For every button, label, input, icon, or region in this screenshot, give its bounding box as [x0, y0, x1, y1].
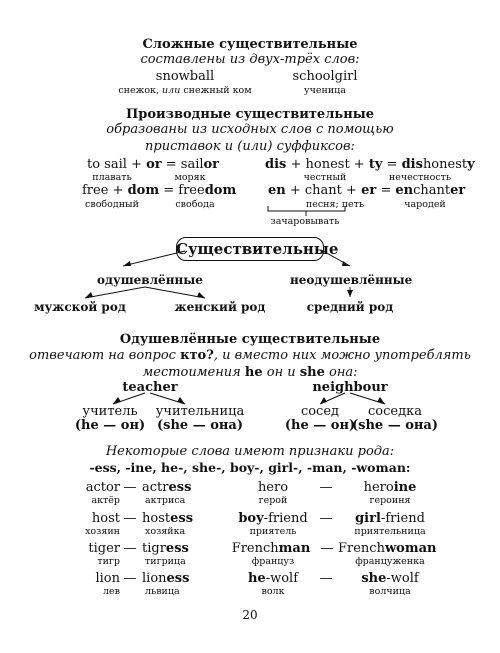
male-word: lion — [95, 571, 120, 586]
female-translation: героиня — [369, 495, 411, 506]
animate-line-1: отвечают на вопрос кто?, и вместо них можно употреблять — [29, 348, 471, 363]
female-word: tigress — [142, 541, 189, 556]
dash: — — [319, 571, 333, 586]
translation-sailor: моряк — [174, 172, 206, 183]
line-animate-masc — [85, 287, 145, 298]
female-word: girl-friend — [355, 511, 425, 526]
translation-enchanter: чародей — [404, 199, 446, 210]
dash: — — [123, 571, 137, 586]
male-word: host — [91, 511, 120, 526]
tree-feminine: женский род — [174, 300, 266, 314]
female-word: actress — [142, 480, 192, 495]
female-translation: львица — [145, 586, 180, 597]
tree-masculine: мужской род — [34, 300, 126, 314]
bracket-enchant — [268, 206, 345, 211]
tree-animate: одушевлённые — [97, 273, 203, 287]
derived-subheading-2: приставок и (или) суффиксов: — [145, 139, 355, 154]
tree-neuter: средний род — [306, 300, 394, 314]
arrowhead — [347, 290, 353, 297]
arrowhead — [320, 397, 327, 404]
dash: — — [320, 541, 334, 556]
translation-dishonesty: нечестность — [388, 172, 452, 183]
male-word: boy-friend — [238, 511, 308, 526]
neighbour-pronoun-he: (he — он) — [284, 418, 356, 433]
formula-enchanter: en + chant + er = enchanter — [268, 183, 466, 198]
neighbour-feminine: соседка — [368, 404, 422, 419]
arrowhead — [123, 261, 131, 266]
male-word: he-wolf — [247, 571, 299, 586]
teacher-masculine: учитель — [82, 404, 138, 419]
formula-sailor: to sail + or = sailor — [87, 157, 220, 172]
compound-subheading: составлены из двух-трёх слов: — [140, 52, 360, 67]
translation-to-sail: плавать — [92, 172, 132, 183]
translation-free: свободный — [85, 199, 139, 210]
example-word-schoolgirl: schoolgirl — [292, 69, 358, 84]
line-animate-fem — [145, 287, 205, 298]
male-translation: актёр — [91, 495, 120, 506]
gender-heading: Некоторые слова имеют признаки рода: — [105, 444, 395, 459]
tree-inanimate: неодушевлённые — [290, 273, 413, 287]
dash: — — [123, 541, 137, 556]
arrowhead — [85, 292, 93, 298]
female-word: heroine — [363, 480, 417, 495]
female-word: lioness — [142, 571, 190, 586]
female-translation: тигрица — [145, 556, 186, 567]
translation-honest: честный — [303, 172, 347, 183]
derived-subheading-1: образованы из исходных слов с помощью — [106, 122, 394, 137]
animate-heading: Одушевлённые существительные — [119, 332, 381, 347]
female-translation: хозяйка — [145, 526, 186, 537]
translation-snowball: снежок, или снежный ком — [118, 85, 252, 96]
female-translation: актриса — [145, 495, 186, 506]
male-word: actor — [85, 480, 120, 495]
male-translation: герой — [258, 495, 288, 506]
dash: — — [319, 480, 333, 495]
female-translation: волчица — [369, 586, 411, 597]
male-translation: француз — [251, 556, 295, 567]
page-number: 20 — [242, 608, 258, 622]
dash: — — [123, 511, 137, 526]
word-neighbour: neighbour — [312, 380, 388, 395]
arrowhead — [197, 292, 205, 298]
teacher-pronoun-she: (she — она) — [156, 418, 243, 433]
compound-heading: Сложные существительные — [142, 37, 358, 52]
arrowhead — [113, 397, 121, 404]
female-word: Frenchwoman — [338, 541, 437, 556]
tree-root-label: Существительные — [176, 240, 339, 258]
male-translation: тигр — [97, 556, 120, 567]
formula-dishonesty: dis + honest + ty = dishonesty — [265, 157, 475, 172]
female-translation: приятельница — [354, 526, 426, 537]
male-translation: лев — [102, 586, 120, 597]
gender-suffixes: -ess, -ine, he-, she-, boy-, girl-, -man, -woman: — [89, 460, 411, 475]
male-word: hero — [257, 480, 289, 495]
male-translation: приятель — [249, 526, 297, 537]
female-word: hostess — [142, 511, 194, 526]
animate-line-2: местоимения he он и she она: — [142, 365, 358, 380]
teacher-pronoun-he: (he — он) — [74, 418, 146, 433]
male-translation: хозяин — [85, 526, 120, 537]
translation-schoolgirl: ученица — [304, 85, 346, 96]
translation-chant: песня; петь — [305, 199, 365, 210]
arrowhead — [342, 261, 350, 266]
male-word: Frenchman — [231, 541, 311, 556]
example-word-snowball: snowball — [155, 69, 215, 84]
teacher-feminine: учительница — [155, 404, 245, 419]
female-translation: француженка — [355, 556, 425, 567]
word-teacher: teacher — [122, 380, 178, 395]
formula-freedom: free + dom = freedom — [82, 183, 237, 198]
translation-enchant: зачаровывать — [270, 216, 340, 227]
dash: — — [319, 511, 333, 526]
neighbour-pronoun-she: (she — она) — [351, 418, 438, 433]
female-word: she-wolf — [361, 571, 419, 586]
arrowhead — [177, 397, 185, 404]
translation-freedom: свобода — [175, 199, 215, 210]
neighbour-masculine: сосед — [300, 404, 340, 419]
derived-heading: Производные существительные — [125, 107, 375, 122]
arrowhead — [377, 397, 385, 404]
male-translation: волк — [261, 586, 285, 597]
dash: — — [123, 480, 137, 495]
male-word: tiger — [88, 541, 120, 556]
